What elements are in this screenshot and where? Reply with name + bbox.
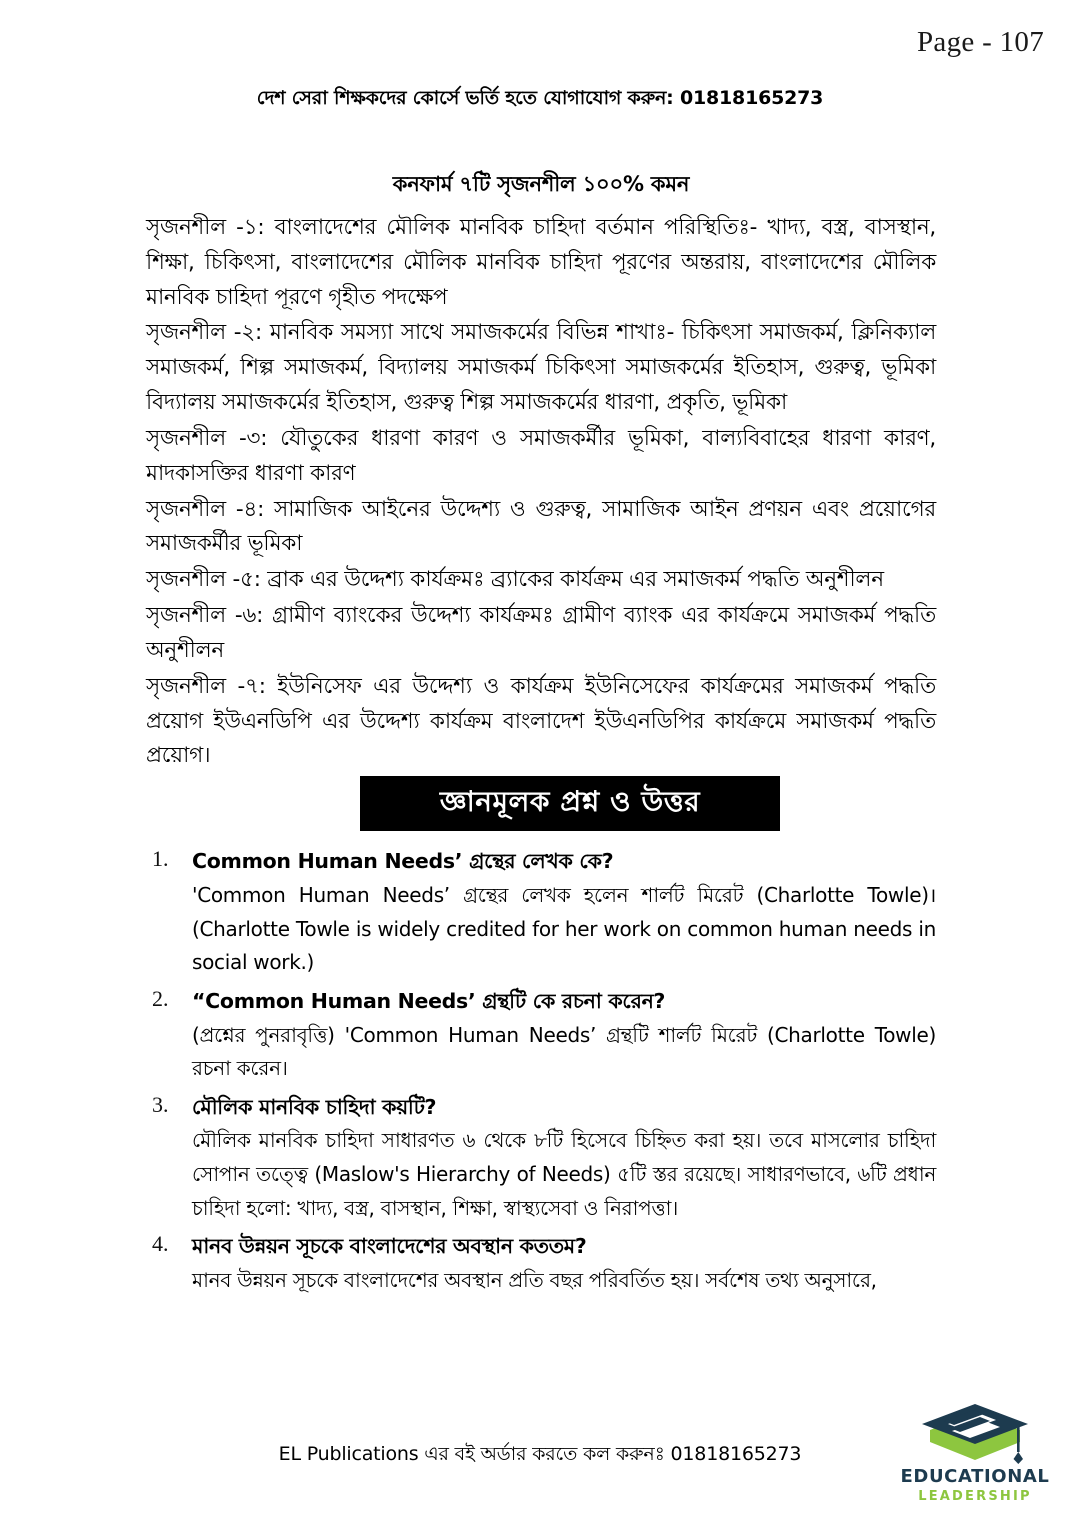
knowledge-qa-banner: জ্ঞানমূলক প্রশ্ন ও উত্তর	[360, 776, 780, 831]
qa-item	[146, 846, 936, 980]
footer-order-line: EL Publications এর বই অর্ডার করতে কল করুনঃ 01818165273	[278, 1443, 802, 1465]
qa-item	[146, 986, 936, 1086]
page-number: Page - 107	[916, 26, 1044, 58]
creative-question-5: সৃজনশীল -৫: ব্রাক এর উদ্দেশ্য কার্যক্রমঃ ব্র্যাকের কার্যক্রম এর সমাজকর্ম পদ্ধতি অনুশীলন	[146, 567, 884, 593]
qa-number: 2.	[152, 985, 169, 1011]
creative-question-3: সৃজনশীল -৩: যৌতুকের ধারণা কারণ ও সমাজকর্মীর ভূমিকা, বাল্যবিবাহের ধারণা কারণ, মাদকাসক্তির ধারণা কারণ	[146, 425, 936, 486]
header-promo-line: দেশ সেরা শিক্ষকদের কোর্সে ভর্তি হতে যোগাযোগ করুন: 01818165273	[256, 87, 824, 109]
banner-row	[146, 776, 936, 834]
creative-question-7: সৃজনশীল -৭: ইউনিসেফ এর উদ্দেশ্য ও কার্যক্রম ইউনিসেফের কার্যক্রমের সমাজকর্ম পদ্ধতি প্রয়োগ ইউএনডিপি এর উদ্দেশ্য কার্যক্রম বাংলাদেশ ইউএনডিপির কার্যক্রমে সমাজকর্ম পদ্ধতি প্রয়োগ।	[146, 673, 936, 769]
creative-question-4: সৃজনশীল -৪: সামাজিক আইনের উদ্দেশ্য ও গুরুত্ব, সামাজিক আইন প্রণয়ন এবং প্রয়োগের সমাজকর্মীর ভূমিকা	[146, 496, 936, 557]
qa-number: 4.	[152, 1231, 169, 1257]
creative-question-2: সৃজনশীল -২: মানবিক সমস্যা সাথে সমাজকর্মের বিভিন্ন শাখাঃ- চিকিৎসা সমাজকর্ম, ক্লিনিক্যাল সমাজকর্ম, শিল্প সমাজকর্ম, বিদ্যালয় সমাজকর্ম চিকিৎসা সমাজকর্মের ইতিহাস, গুরুত্ব, ভূমিকা বিদ্যালয় সমাজকর্মের ইতিহাস, গুরুত্ব শিল্প সমাজকর্মের ধারণা, প্রকৃতি, ভূমিকা	[146, 320, 936, 416]
qa-question: Common Human Needs’ গ্রন্থের লেখক কে?	[192, 849, 614, 874]
qa-body	[192, 986, 936, 1086]
qa-number: 3.	[152, 1091, 169, 1117]
document-body	[146, 168, 936, 1304]
qa-question: মৌলিক মানবিক চাহিদা কয়টি?	[192, 1094, 437, 1119]
logo-name-primary: EDUCATIONAL	[900, 1466, 1050, 1487]
qa-body	[192, 1092, 936, 1226]
qa-answer: (প্রশ্নের পুনরাবৃত্তি) 'Common Human Needs’ গ্রন্থটি শার্লট মিরেট (Charlotte Towle) রচনা করেন।	[192, 1022, 936, 1081]
qa-body	[192, 846, 936, 980]
qa-list	[146, 846, 936, 1297]
qa-answer: মানব উন্নয়ন সূচকে বাংলাদেশের অবস্থান প্রতি বছর পরিবর্তিত হয়। সর্বশেষ তথ্য অনুসারে,	[192, 1268, 877, 1292]
section-title: কনফার্ম ৭টি সৃজনশীল ১০০% কমন	[392, 172, 690, 196]
qa-item	[146, 1092, 936, 1226]
graduation-cap-icon	[900, 1400, 1050, 1466]
educational-leadership-logo	[900, 1400, 1050, 1516]
qa-question: “Common Human Needs’ গ্রন্থটি কে রচনা করেন?	[192, 988, 666, 1013]
qa-answer: মৌলিক মানবিক চাহিদা সাধারণত ৬ থেকে ৮টি হিসেবে চিহ্নিত করা হয়। তবে মাসলোর চাহিদা সোপান তত্ত্বে (Maslow's Hierarchy of Needs) ৫টি স্তর রয়েছে। সাধারণভাবে, ৬টি প্রধান চাহিদা হলো: খাদ্য, বস্ত্র, বাসস্থান, শিক্ষা, স্বাস্থ্যসেবা ও নিরাপত্তা।	[192, 1128, 936, 1220]
qa-item	[146, 1231, 936, 1297]
creative-question-6: সৃজনশীল -৬: গ্রামীণ ব্যাংকের উদ্দেশ্য কার্যক্রমঃ গ্রামীণ ব্যাংক এর কার্যক্রমে সমাজকর্ম পদ্ধতি অনুশীলন	[146, 603, 936, 663]
logo-name-secondary: LEADERSHIP	[918, 1488, 1032, 1504]
creative-question-1: সৃজনশীল -১: বাংলাদেশের মৌলিক মানবিক চাহিদা বর্তমান পরিস্থিতিঃ- খাদ্য, বস্ত্র, বাসস্থান, শিক্ষা, চিকিৎসা, বাংলাদেশের মৌলিক মানবিক চাহিদা পূরণের অন্তরায়, বাংলাদেশের মৌলিক মানবিক চাহিদা পূরণে গৃহীত পদক্ষেপ	[146, 215, 936, 310]
qa-question: মানব উন্নয়ন সূচকে বাংলাদেশের অবস্থান কততম?	[192, 1234, 587, 1259]
qa-answer: 'Common Human Needs’ গ্রন্থের লেখক হলেন শার্লট মিরেট (Charlotte Towle)। (Charlotte Towle is widely credited for her work on common human needs in social work.)	[192, 883, 936, 975]
qa-body	[192, 1231, 936, 1297]
qa-number: 1.	[152, 846, 169, 872]
